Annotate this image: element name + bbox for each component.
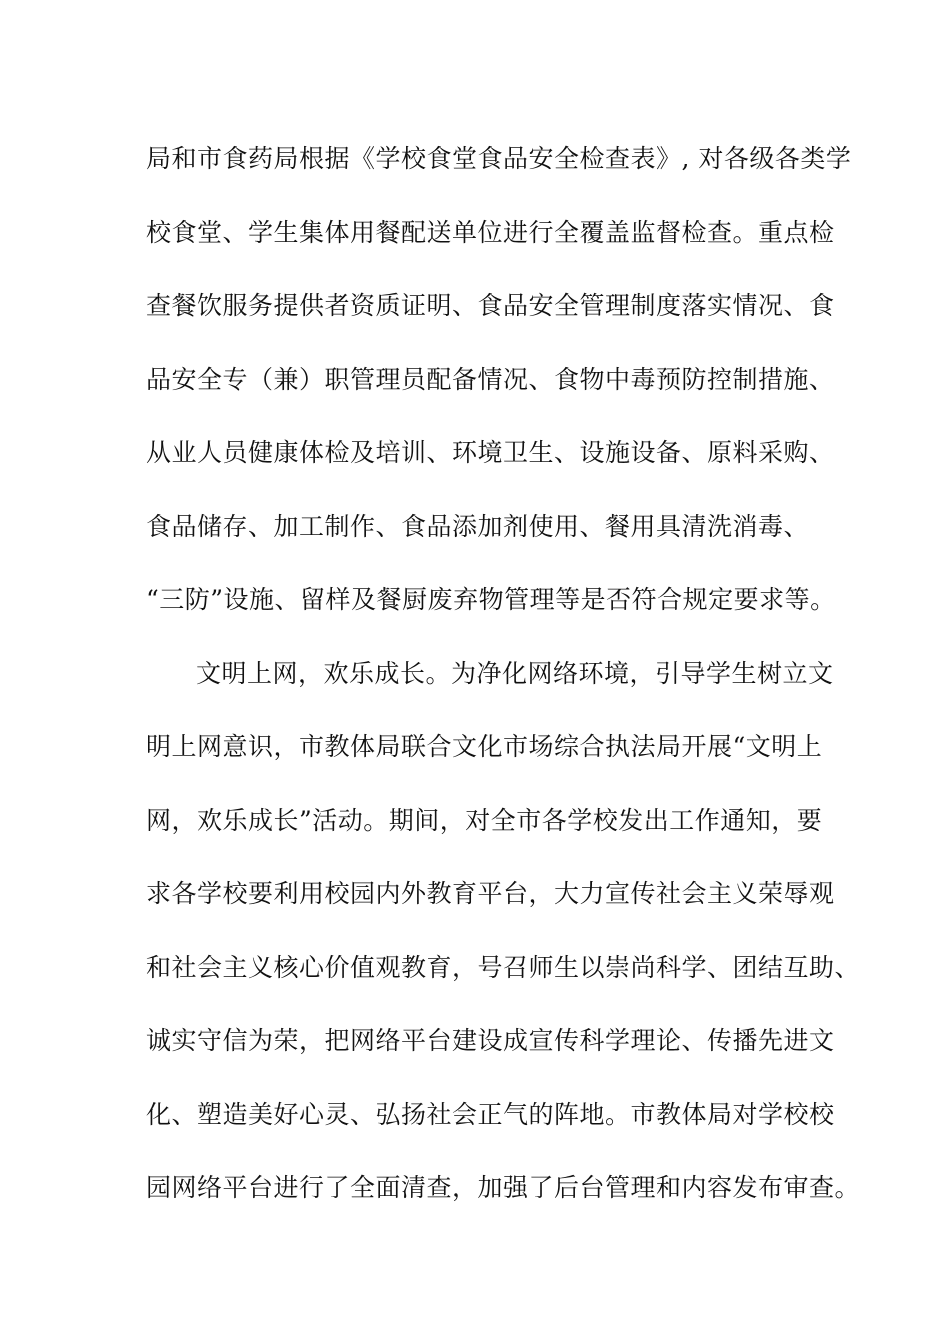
text-line: 校食堂、学生集体用餐配送单位进行全覆盖监督检查。重点检 [146, 217, 835, 247]
text-line: 园网络平台进行了全面清查，加强了后台管理和内容发布审查。 [146, 1173, 861, 1202]
text-line: “三防”设施、留样及餐厨废弃物管理等是否符合规定要求等。 [146, 585, 836, 614]
document-body [146, 122, 861, 1225]
text-line: 网，欢乐成长”活动。期间，对全市各学校发出工作通知，要 [146, 805, 823, 835]
text-line: 诚实守信为荣，把网络平台建设成宣传科学理论、传播先进文 [146, 1026, 835, 1055]
text-line: 明上网意识，市教体局联合文化市场综合执法局开展“文明上 [146, 732, 823, 761]
text-line: 查餐饮服务提供者资质证明、食品安全管理制度落实情况、食 [146, 291, 835, 320]
text-line: 局和市食药局根据《学校食堂食品安全检查表》, 对各级各类学 [146, 144, 852, 173]
text-line: 化、塑造美好心灵、弘扬社会正气的阵地。市教体局对学校校 [146, 1099, 835, 1129]
text-line: 从业人员健康体检及培训、环境卫生、设施设备、原料采购、 [146, 438, 835, 467]
text-line: 求各学校要利用校园内外教育平台，大力宣传社会主义荣辱观 [146, 879, 835, 908]
paragraph-civilized-internet [146, 637, 861, 1225]
paragraph-food-safety [146, 122, 852, 637]
text-line: 文明上网，欢乐成长。为净化网络环境，引导学生树立文 [196, 658, 834, 688]
text-line: 品安全专（兼）职管理员配备情况、食物中毒预防控制措施、 [146, 364, 835, 394]
text-line: 和社会主义核心价值观教育，号召师生以崇尚科学、团结互助、 [146, 952, 861, 982]
text-line: 食品储存、加工制作、食品添加剂使用、餐用具清洗消毒、 [146, 511, 810, 541]
